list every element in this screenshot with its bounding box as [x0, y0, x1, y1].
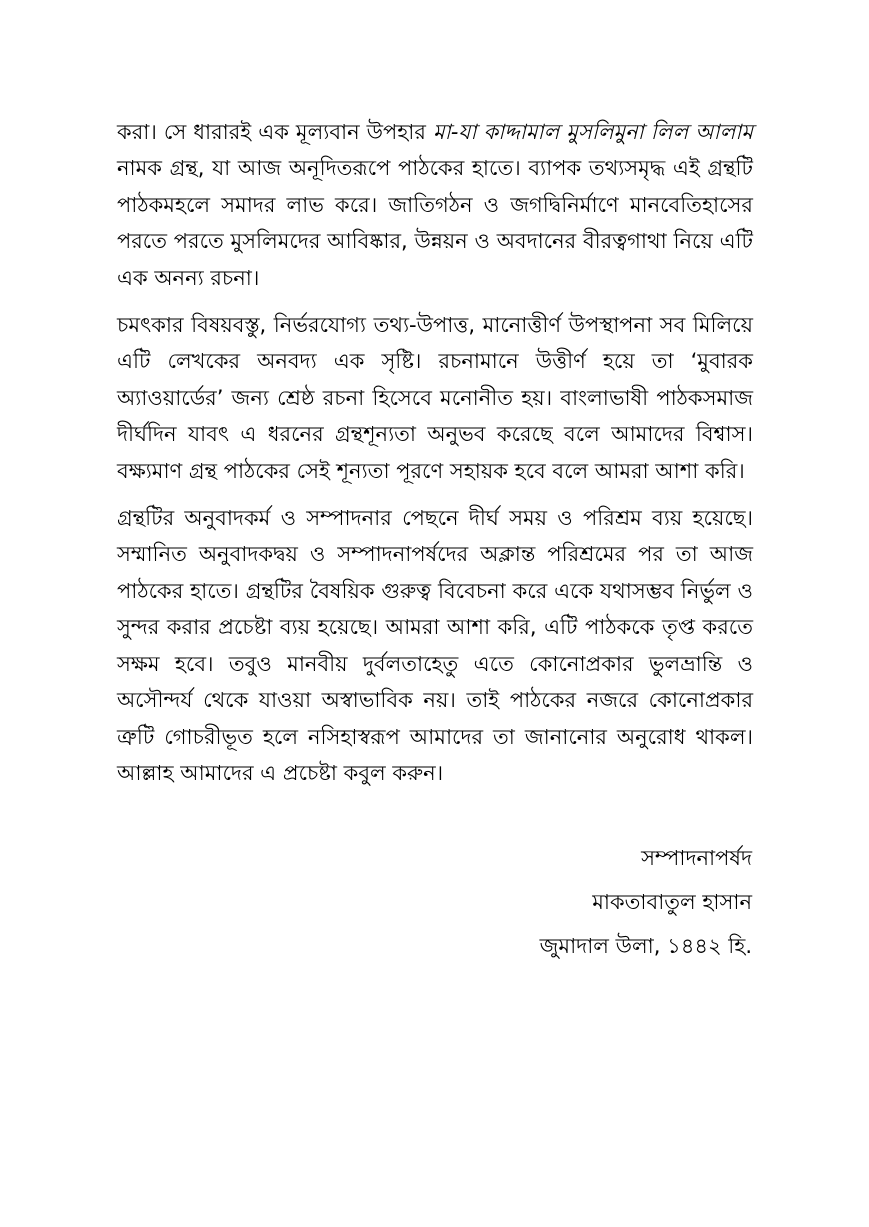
signature-block	[540, 836, 752, 968]
date-line: জুমাদাল উলা, ১৪৪২ হি.	[539, 934, 752, 958]
paragraph-3: গ্রন্থটির অনুবাদকর্ম ও সম্পাদনার পেছনে দীর্ঘ সময় ও পরিশ্রম ব্যয় হয়েছে। সম্মানিত অনুবাদকদ্বয় ও সম্পাদনাপর্ষদের অক্লান্ত পরিশ্রমের পর তা আজ পাঠকের হাতে। গ্রন্থটির বৈষয়িক গুরুত্ব বিবেচনা করে একে যথাসম্ভব নির্ভুল ও সুন্দর করার প্রচেষ্টা ব্যয় হয়েছে। আমরা আশা করি, এটি পাঠককে তৃপ্ত করতে সক্ষম হবে। তবুও মানবীয় দুর্বলতাহেতু এতে কোনোপ্রকার ভুলভ্রান্তি ও অসৌন্দর্য থেকে যাওয়া অস্বাভাবিক নয়। তাই পাঠকের নজরে কোনোপ্রকার ত্রুটি গোচরীভূত হলে নসিহাস্বরূপ আমাদের তা জানানোর অনুরোধ থাকল। আল্লাহ আমাদের এ প্রচেষ্টা কবুল করুন।	[117, 506, 753, 785]
paragraph-1-lead: করা। সে ধারারই এক মূল্যবান উপহার	[117, 120, 433, 144]
body-text	[117, 114, 753, 791]
paragraph-1	[117, 114, 753, 296]
publisher-name: মাকতাবাতুল হাসান	[592, 890, 752, 914]
paragraph-1-rest: নামক গ্রন্থ, যা আজ অনূদিতরূপে পাঠকের হাতে। ব্যাপক তথ্যসমৃদ্ধ এই গ্রন্থটি পাঠকমহলে সমাদর লাভ করে। জাতিগঠন ও জগদ্বিনির্মাণে মানবেতিহাসের পরতে পরতে মুসলিমদের আবিষ্কার, উন্নয়ন ও অবদানের বীরত্বগাথা নিয়ে এটি এক অনন্য রচনা।	[117, 156, 753, 290]
paragraph-2: চমৎকার বিষয়বস্তু, নির্ভরযোগ্য তথ্য-উপাত্ত, মানোত্তীর্ণ উপস্থাপনা সব মিলিয়ে এটি লেখকের অনবদ্য এক সৃষ্টি। রচনামানে উত্তীর্ণ হয়ে তা ‘মুবারক অ্যাওয়ার্ডের’ জন্য শ্রেষ্ঠ রচনা হিসেবে মনোনীত হয়। বাংলাভাষী পাঠকসমাজ দীর্ঘদিন যাবৎ এ ধরনের গ্রন্থশূন্যতা অনুভব করেছে বলে আমাদের বিশ্বাস। বক্ষ্যমাণ গ্রন্থ পাঠকের সেই শূন্যতা পূরণে সহায়ক হবে বলে আমরা আশা করি।	[117, 313, 753, 483]
book-title: মা-যা কাদ্দামাল মুসলিমুনা লিল আলাম	[432, 120, 753, 144]
editorial-board-label: সম্পাদনাপর্ষদ	[641, 846, 752, 870]
